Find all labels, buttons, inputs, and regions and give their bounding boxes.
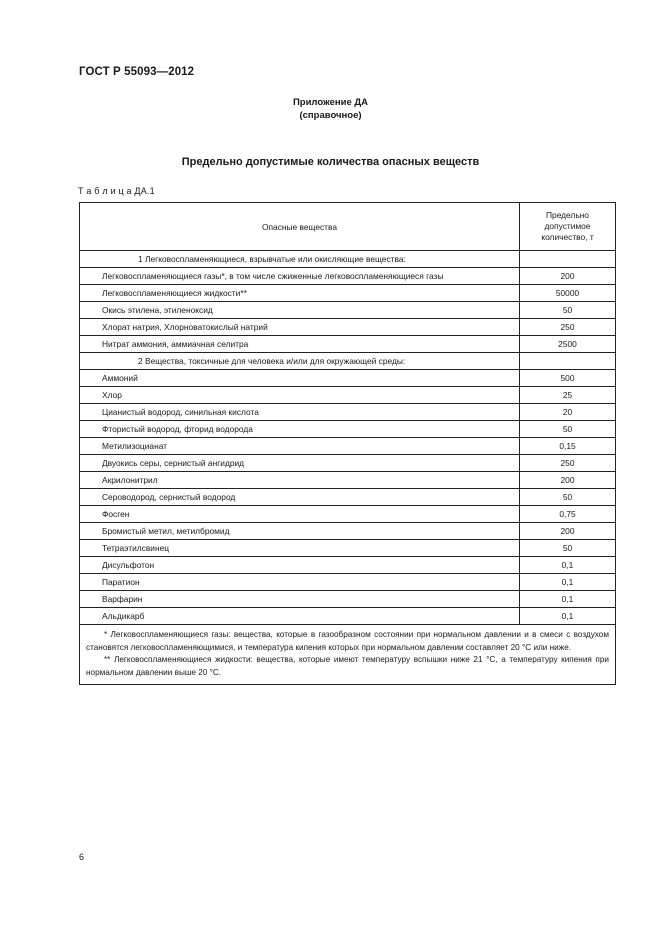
table-row <box>80 404 616 421</box>
table-row <box>80 523 616 540</box>
substance-quantity: 0,15 <box>520 438 616 455</box>
substance-quantity: 0,1 <box>520 591 616 608</box>
substance-name: Цианистый водород, синильная кислота <box>80 404 520 421</box>
substance-quantity: 500 <box>520 370 616 387</box>
page-title: Предельно допустимые количества опасных веществ <box>181 156 480 168</box>
substance-quantity: 200 <box>520 523 616 540</box>
substance-quantity: 25 <box>520 387 616 404</box>
table-row <box>80 370 616 387</box>
substance-quantity: 50 <box>520 302 616 319</box>
substance-name: Хлор <box>80 387 520 404</box>
header-substances: Опасные вещества <box>80 203 520 251</box>
table-row <box>80 336 616 353</box>
header-max-quantity <box>520 203 616 251</box>
substance-name: Легковоспламеняющиеся газы*, в том числе сжиженные легковоспламеняющиеся газы <box>80 268 520 285</box>
table-row <box>80 438 616 455</box>
substance-quantity: 50 <box>520 540 616 557</box>
substance-quantity: 250 <box>520 455 616 472</box>
substance-name: Легковоспламеняющиеся жидкости** <box>80 285 520 302</box>
table-row <box>80 472 616 489</box>
appendix-title: Приложение ДА <box>292 97 369 108</box>
substance-name: Акрилонитрил <box>80 472 520 489</box>
substance-name: Тетраэтилсвинец <box>80 540 520 557</box>
table-row <box>80 489 616 506</box>
table-notes <box>80 625 616 685</box>
substance-name: Метилизоцианат <box>80 438 520 455</box>
footnote: ** Легковоспламеняющиеся жидкости: вещества, которые имеют температуру вспышки ниже 21 °С, а температуру кипения при нормальном давлении выше 20 °С. <box>86 655 609 677</box>
substance-quantity: 0,1 <box>520 608 616 625</box>
substances-table <box>79 202 616 685</box>
table-header-row <box>80 203 616 251</box>
substance-quantity: 250 <box>520 319 616 336</box>
table-row <box>80 387 616 404</box>
substance-quantity: 50 <box>520 489 616 506</box>
substance-name: Хлорат натрия, Хлорноватокислый натрий <box>80 319 520 336</box>
substance-name: Окись этилена, этиленоксид <box>80 302 520 319</box>
substance-name: Бромистый метил, метилбромид <box>80 523 520 540</box>
substance-quantity: 20 <box>520 404 616 421</box>
section-title: 2 Вещества, токсичные для человека и/или для окружающей среды: <box>80 353 520 370</box>
section-row <box>80 251 616 268</box>
section-empty-cell <box>520 251 616 268</box>
table-row <box>80 608 616 625</box>
section-row <box>80 353 616 370</box>
substance-name: Паратион <box>80 574 520 591</box>
table-notes-row <box>80 625 616 685</box>
substance-quantity: 50000 <box>520 285 616 302</box>
table-row <box>80 574 616 591</box>
table-row <box>80 319 616 336</box>
substance-name: Дисульфотон <box>80 557 520 574</box>
table-row <box>80 302 616 319</box>
table-row <box>80 268 616 285</box>
substance-name: Альдикарб <box>80 608 520 625</box>
section-title: 1 Легковоспламеняющиеся, взрывчатые или окисляющие вещества: <box>80 251 520 268</box>
table-row <box>80 506 616 523</box>
substance-name: Нитрат аммония, аммиачная селитра <box>80 336 520 353</box>
substances-table-container <box>79 202 615 685</box>
substance-name: Варфарин <box>80 591 520 608</box>
page-number: 6 <box>79 852 85 862</box>
substance-name: Фтористый водород, фторид водорода <box>80 421 520 438</box>
header-max-quantity-line: допустимое <box>544 221 591 231</box>
substance-quantity: 2500 <box>520 336 616 353</box>
header-max-quantity-line: Предельно <box>546 210 589 220</box>
table-caption: Т а б л и ц а ДА.1 <box>78 186 155 196</box>
substance-quantity: 50 <box>520 421 616 438</box>
document-code: ГОСТ Р 55093—2012 <box>79 66 195 78</box>
header-max-quantity-line: количество, т <box>541 232 594 242</box>
table-row <box>80 285 616 302</box>
table-row <box>80 557 616 574</box>
substance-quantity: 0,1 <box>520 557 616 574</box>
footnote: * Легковоспламеняющиеся газы: вещества, которые в газообразном состоянии при нормальном давлении и в смеси с воздухом становятся легковоспламеняющимися, и температура кипения которых при нормальном давлении составляет 20 °С или ниже. <box>86 630 609 652</box>
substance-name: Сероводород, сернистый водород <box>80 489 520 506</box>
table-row <box>80 455 616 472</box>
section-empty-cell <box>520 353 616 370</box>
substance-quantity: 200 <box>520 472 616 489</box>
table-row <box>80 591 616 608</box>
appendix-subtitle: (справочное) <box>299 110 362 121</box>
substance-name: Двуокись серы, сернистый ангидрид <box>80 455 520 472</box>
table-row <box>80 421 616 438</box>
substance-quantity: 200 <box>520 268 616 285</box>
substance-quantity: 0,1 <box>520 574 616 591</box>
substance-quantity: 0,75 <box>520 506 616 523</box>
substance-name: Фосген <box>80 506 520 523</box>
table-row <box>80 540 616 557</box>
substance-name: Аммоний <box>80 370 520 387</box>
